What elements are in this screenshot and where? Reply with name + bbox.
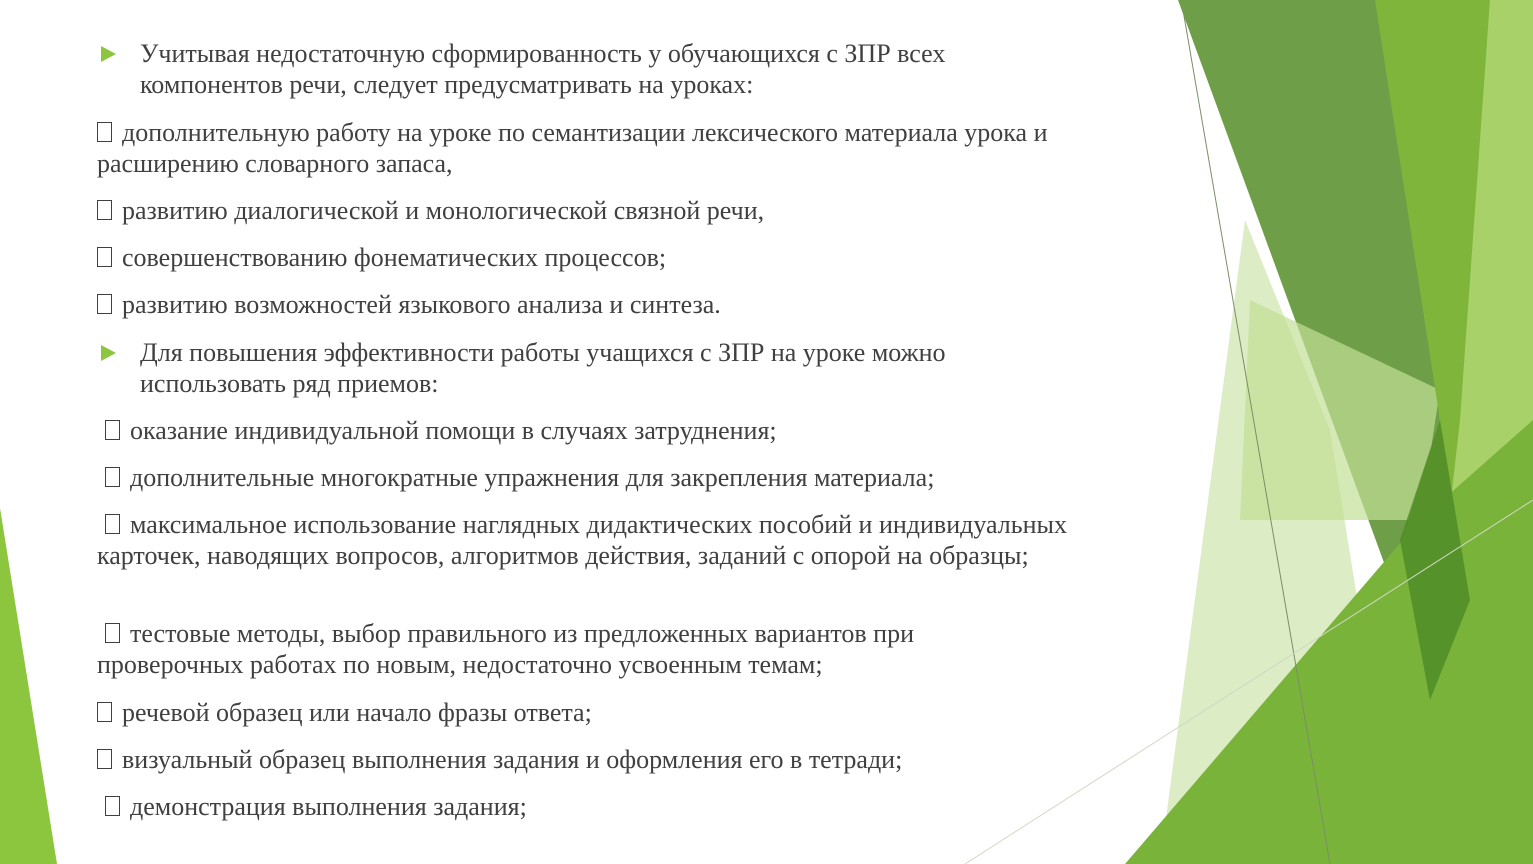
missing-glyph-box-icon bbox=[105, 420, 120, 440]
bullet-2: Для повышения эффективности работы учащихся с ЗПР на уроке можно использовать ряд приемов: bbox=[140, 338, 946, 398]
missing-glyph-box-icon bbox=[97, 749, 112, 769]
triangle-arrow-icon bbox=[101, 46, 116, 62]
triangle-arrow-icon bbox=[101, 345, 116, 361]
list1-item-1: дополнительную работу на уроке по семантизации лексического материала урока и расширению словарного запаса, bbox=[97, 118, 1048, 178]
list2-item-1: оказание индивидуальной помощи в случаях затруднения; bbox=[97, 415, 1172, 446]
missing-glyph-box-icon bbox=[97, 122, 112, 142]
missing-glyph-box-icon bbox=[105, 796, 120, 816]
missing-glyph-box-icon bbox=[97, 294, 112, 314]
list2-item-6: визуальный образец выполнения задания и оформления его в тетради; bbox=[97, 744, 1172, 775]
missing-glyph-box-icon bbox=[97, 702, 112, 722]
list2-item-5: речевой образец или начало фразы ответа; bbox=[97, 697, 1172, 728]
bullet-1: Учитывая недостаточную сформированность у обучающихся с ЗПР всех компонентов речи, следует предусматривать на уроках: bbox=[140, 39, 946, 99]
missing-glyph-box-icon bbox=[105, 467, 120, 487]
list2-item-7: демонстрация выполнения задания; bbox=[97, 791, 1172, 822]
list2-item-2: дополнительные многократные упражнения для закрепления материала; bbox=[97, 462, 1172, 493]
list1-item-2: развитию диалогической и монологической связной речи, bbox=[97, 195, 1172, 226]
missing-glyph-box-icon bbox=[97, 200, 112, 220]
list2-item-3: максимальное использование наглядных дидактических пособий и индивидуальных карточек, наводящих вопросов, алгоритмов действия, заданий с опорой на образцы; bbox=[97, 510, 1067, 570]
list1-item-4: развитию возможностей языкового анализа и синтеза. bbox=[97, 289, 1172, 320]
list1-item-3: совершенствованию фонематических процессов; bbox=[97, 242, 1172, 273]
missing-glyph-box-icon bbox=[105, 514, 120, 534]
list2-item-4: тестовые методы, выбор правильного из предложенных вариантов при проверочных работах по новым, недостаточно усвоенным темам; bbox=[97, 619, 915, 679]
missing-glyph-box-icon bbox=[97, 247, 112, 267]
missing-glyph-box-icon bbox=[105, 623, 120, 643]
